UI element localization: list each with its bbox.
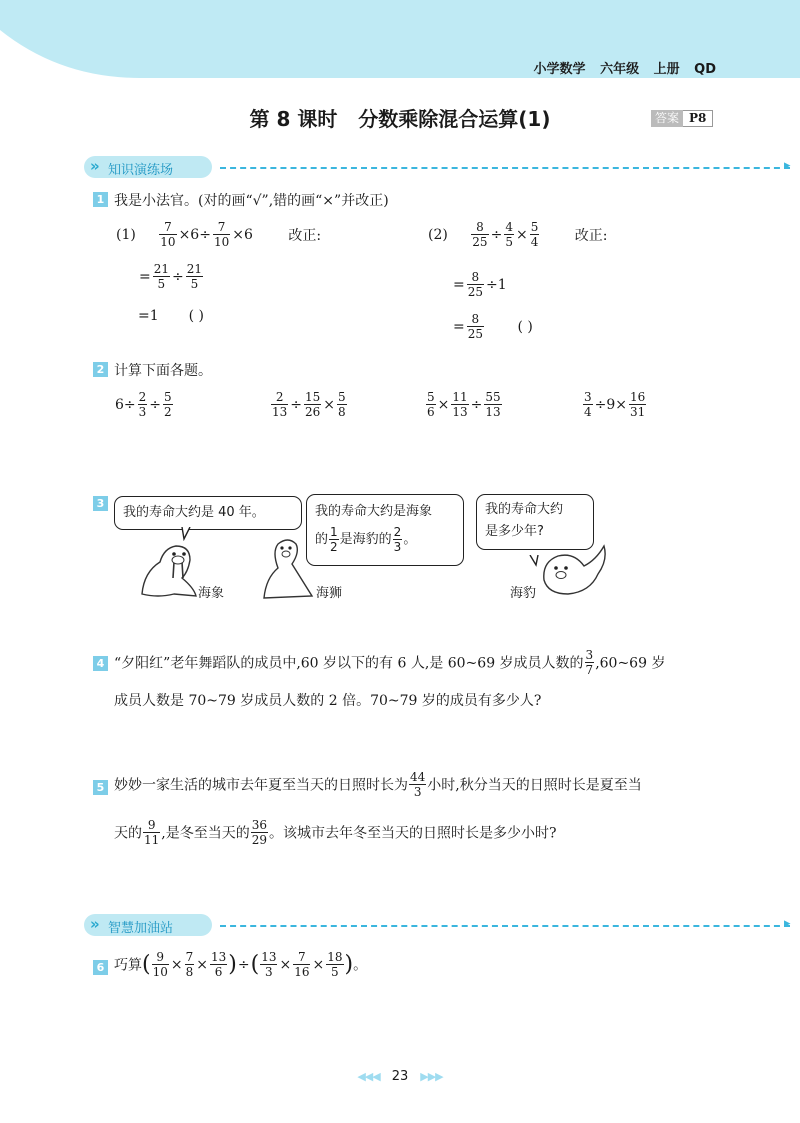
page-footer [0, 1069, 800, 1084]
q5-line2: 天的 $\frac{9}{11}$ ,是冬至当天的 $\frac{36}{29}$ 。该城市去年冬至当天的日照时长是多少小时? [114, 818, 557, 847]
double-arrow-icon: » [90, 915, 100, 933]
left-arrows-icon: ◀◀◀ [357, 1070, 380, 1083]
arrow-end-icon: ▸ [784, 158, 791, 173]
speech-bubble-walrus: 我的寿命大约是 40 年。 [114, 496, 302, 530]
q1-part2-step3: = $\frac{8}{25}$ ( ) [453, 312, 533, 341]
double-arrow-icon: » [90, 157, 100, 175]
section-title: 知识演练场 [108, 163, 174, 178]
speech-bubble-seal: 我的寿命大约 是多少年? [476, 494, 594, 550]
animal-label: 海狮 [316, 586, 343, 601]
q1-part1-step3: =1 ( ) [138, 308, 205, 324]
q2-expr-2: $\frac{2}{13}$ ÷ $\frac{15}{26}$ × $\frac{5}{8}$ [272, 390, 346, 419]
q2-expr-3: $\frac{5}{6}$ × $\frac{11}{13}$ ÷ $\frac{55}{13}$ [427, 390, 501, 419]
q1-part1-expr: (1) $\frac{7}{10}$ ×6÷ $\frac{7}{10}$ ×6 改正: [116, 220, 322, 249]
judge-blank[interactable]: ( ) [517, 318, 533, 335]
question-number: 5 [93, 780, 108, 795]
speech-bubble-sealion: 我的寿命大约是海象 的 $\frac{1}{2}$ 是海豹的 $\frac{2}{3}$ 。 [306, 494, 464, 566]
page-number: 23 [391, 1069, 409, 1084]
walrus-illustration [134, 532, 204, 600]
q1-part1-step2: = $\frac{21}{5}$ ÷ $\frac{21}{5}$ [139, 262, 203, 291]
section-wisdom [84, 914, 800, 938]
q6-expr: 巧算( $\frac{9}{10}$ × $\frac{7}{8}$ × $\frac{13}{6}$ )÷( $\frac{13}{3}$ × $\frac{7}{16}$ × $\frac{18}{5}$ )。 [114, 950, 368, 979]
question-number: 1 [93, 192, 108, 207]
header-info: 小学数学 六年级 上册 QD [533, 62, 716, 77]
question-prompt: 我是小法官。(对的画“√”,错的画“×”并改正) [114, 193, 389, 209]
animal-label: 海象 [198, 586, 225, 601]
answer-page: P8 [683, 110, 713, 127]
sealion-illustration [258, 534, 318, 602]
question-prompt: 计算下面各题。 [114, 363, 212, 379]
seal-illustration [538, 540, 608, 598]
q1-part2-expr: (2) $\frac{8}{25}$ ÷ $\frac{4}{5}$ × $\frac{5}{4}$ 改正: [428, 220, 608, 249]
arrow-end-icon: ▸ [784, 916, 791, 931]
judge-blank[interactable]: ( ) [188, 308, 205, 324]
animal-label: 海豹 [510, 586, 537, 601]
q4-line2: 成员人数是 70~79 岁成员人数的 2 倍。70~79 岁的成员有多少人? [114, 693, 542, 709]
answer-label: 答案 [651, 110, 683, 127]
question-number: 6 [93, 960, 108, 975]
question-number: 4 [93, 656, 108, 671]
answer-tag [651, 110, 713, 127]
q1-part2-step2: = $\frac{8}{25}$ ÷1 [453, 270, 507, 299]
q5-line1: 妙妙一家生活的城市去年夏至当天的日照时长为 $\frac{44}{3}$ 小时,秋分当天的日照时长是夏至当 [114, 770, 642, 799]
section-title: 智慧加油站 [108, 921, 174, 936]
header-band [0, 0, 800, 95]
q2-expr-4: $\frac{3}{4}$ ÷9× $\frac{16}{31}$ [584, 390, 646, 419]
question-number: 3 [93, 496, 108, 511]
section-practice [84, 156, 800, 180]
q2-expr-1: 6÷ $\frac{2}{3}$ ÷ $\frac{5}{2}$ [115, 390, 172, 419]
right-arrows-icon: ▶▶▶ [420, 1070, 443, 1083]
q4-line1: “夕阳红”老年舞蹈队的成员中,60 岁以下的有 6 人,是 60~69 岁成员人数的 $\frac{3}{7}$ ,60~69 岁 [114, 648, 666, 677]
question-number: 2 [93, 362, 108, 377]
page-title: 第 8 课时 分数乘除混合运算(1) [249, 107, 551, 131]
